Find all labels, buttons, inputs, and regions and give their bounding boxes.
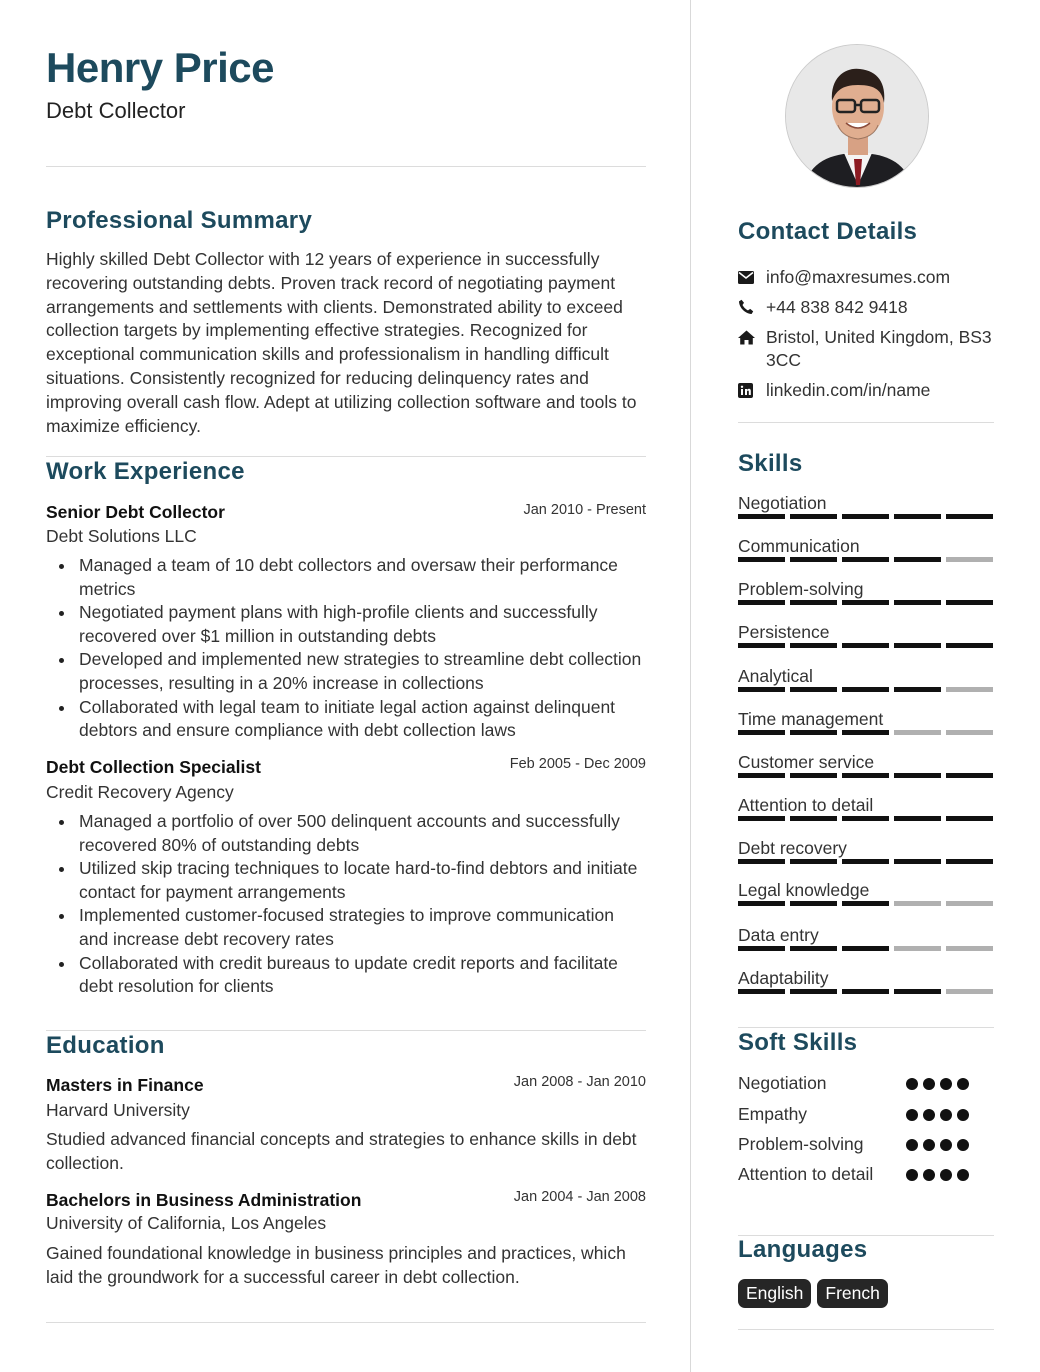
edu-2-description: Gained foundational knowledge in business principles and practices, which laid the groundwork for a successful career in debt collection. [46,1243,626,1287]
skill-item [738,794,994,821]
skill-level-segment [894,730,941,735]
skill-item [738,751,994,778]
contact-linkedin[interactable] [738,379,994,402]
skill-level-segment [790,557,837,562]
skill-level-bar [738,859,994,864]
soft-skill-rating [906,1169,969,1181]
skill-label: Customer service [738,752,875,772]
skill-level-segment [946,946,993,951]
edu-2-date: Jan 2004 - Jan 2008 [513,1189,646,1205]
rating-dot [923,1139,935,1151]
list-item: Collaborated with legal team to initiate legal action against delinquent debtors and ensure compliance with debt collection laws [46,696,646,743]
skill-level-segment [842,816,889,821]
skill-level-bar [738,600,994,605]
profile-photo [785,44,929,188]
skill-label: Data entry [738,925,819,945]
rating-dot [940,1139,952,1151]
skill-label: Legal knowledge [738,880,870,900]
skill-item [738,924,994,951]
soft-skill-label: Empathy [738,1104,808,1124]
skill-level-segment [894,773,941,778]
job-1-date: Jan 2010 - Present [523,502,646,518]
skill-level-segment [738,816,785,821]
rating-dot [906,1139,918,1151]
skill-level-segment [842,600,889,605]
skill-level-segment [894,859,941,864]
phone-icon [738,296,766,318]
contact-title: Contact Details [738,218,918,245]
skill-item [738,621,994,648]
language-badge: French [817,1279,887,1308]
skill-level-segment [894,643,941,648]
skill-level-segment [894,901,941,906]
skill-level-segment [738,773,785,778]
skill-level-bar [738,730,994,735]
skill-level-segment [946,514,993,519]
edu-1-degree: Masters in Finance [46,1075,204,1095]
skill-level-segment [738,687,785,692]
skill-level-bar [738,773,994,778]
linkedin-icon [738,379,766,401]
rating-dot [940,1109,952,1121]
skill-item [738,665,994,692]
skill-item [738,708,994,735]
home-icon [738,326,766,348]
skill-level-segment [842,859,889,864]
skill-level-segment [738,514,785,519]
skill-level-segment [842,989,889,994]
skill-level-segment [946,643,993,648]
skill-level-segment [738,600,785,605]
skill-level-segment [946,687,993,692]
list-item: Collaborated with credit bureaus to update credit reports and facilitate debt resolution for clients [46,952,646,999]
skill-level-segment [946,773,993,778]
edu-1-school: Harvard University [46,1100,190,1120]
skills-title: Skills [738,450,803,477]
skill-level-segment [842,557,889,562]
list-item: Managed a team of 10 debt collectors and oversaw their performance metrics [46,554,646,601]
rating-dot [957,1169,969,1181]
column-divider [690,0,691,1372]
skill-level-segment [894,989,941,994]
skill-level-segment [946,816,993,821]
skill-label: Adaptability [738,968,829,988]
education-title: Education [46,1032,165,1059]
section-divider [46,1030,646,1031]
skill-level-segment [790,773,837,778]
rating-dot [923,1109,935,1121]
work-title: Work Experience [46,458,245,485]
skill-level-segment [894,816,941,821]
section-divider [46,456,646,457]
skill-level-segment [738,730,785,735]
skill-level-segment [946,557,993,562]
candidate-name: Henry Price [46,44,274,91]
languages-list [738,1279,888,1308]
skill-level-segment [842,946,889,951]
skill-level-segment [946,859,993,864]
skill-level-segment [790,946,837,951]
job-title: Debt Collector [46,98,186,123]
skill-level-segment [842,514,889,519]
contact-phone[interactable] [738,296,994,319]
skill-label: Problem-solving [738,579,864,599]
contact-address [738,326,994,372]
soft-skill-rating [906,1139,969,1151]
section-divider [738,1027,994,1028]
job-2-date: Feb 2005 - Dec 2009 [509,756,646,772]
soft-skill-label: Attention to detail [738,1164,874,1184]
soft-skills-title: Soft Skills [738,1029,858,1056]
skill-level-bar [738,816,994,821]
email-text: info@maxresumes.com [766,267,951,287]
skill-level-segment [946,901,993,906]
rating-dot [957,1078,969,1090]
skill-label: Persistence [738,622,830,642]
skill-level-bar [738,901,994,906]
skill-level-segment [790,989,837,994]
skill-level-segment [842,730,889,735]
job-2-title: Debt Collection Specialist [46,757,261,777]
section-divider [738,422,994,423]
summary-text: Highly skilled Debt Collector with 12 years of experience in successfully recovering outstanding debts. Proven track record of negotiating payment arrangements and settlements with clients. Demonstrated ability to exceed collection targets by implementing effective strategies. Recognized for exceptional communication skills and professionalism in handling difficult situations. Consistently recognized for reducing delinquency rates and improving overall cash flow. Adept at utilizing collection software and tools to maximize efficiency. [46,249,637,436]
skill-level-segment [738,643,785,648]
footer-divider [738,1329,994,1330]
skill-level-bar [738,514,994,519]
linkedin-text: linkedin.com/in/name [766,380,931,400]
skill-label: Analytical [738,666,813,686]
skill-level-segment [842,643,889,648]
soft-skill-rating [906,1109,969,1121]
skill-level-segment [946,989,993,994]
skill-label: Attention to detail [738,795,874,815]
rating-dot [906,1109,918,1121]
skill-item [738,837,994,864]
skill-level-segment [842,687,889,692]
skill-item [738,492,994,519]
rating-dot [957,1139,969,1151]
skill-level-segment [790,901,837,906]
skill-level-bar [738,557,994,562]
phone-text: +44 838 842 9418 [766,297,908,317]
rating-dot [906,1169,918,1181]
list-item: Managed a portfolio of over 500 delinquent accounts and successfully recovered 80% of outstanding debts [46,810,646,857]
skill-label: Debt recovery [738,838,847,858]
skill-level-segment [738,989,785,994]
edu-2-degree: Bachelors in Business Administration [46,1190,362,1210]
skill-level-bar [738,687,994,692]
soft-skill-label: Negotiation [738,1073,827,1093]
address-text: Bristol, United Kingdom, BS3 3CC [766,327,992,370]
skill-level-segment [894,557,941,562]
skill-item [738,879,994,906]
skill-level-segment [790,859,837,864]
skill-level-segment [946,600,993,605]
language-badge: English [738,1279,811,1308]
skill-item [738,535,994,562]
skill-level-bar [738,946,994,951]
header-divider [46,166,646,167]
rating-dot [940,1078,952,1090]
rating-dot [906,1078,918,1090]
skill-level-segment [894,600,941,605]
job-2-bullets [46,810,646,999]
skill-level-segment [946,730,993,735]
list-item: Negotiated payment plans with high-profile clients and successfully recovered over $1 million in outstanding debts [46,601,646,648]
job-1-company: Debt Solutions LLC [46,526,197,546]
skill-level-segment [842,901,889,906]
skill-level-segment [790,816,837,821]
rating-dot [923,1078,935,1090]
footer-divider [46,1322,646,1323]
job-1-title: Senior Debt Collector [46,502,225,522]
skill-level-bar [738,643,994,648]
skill-level-segment [738,557,785,562]
contact-email[interactable] [738,266,994,289]
rating-dot [923,1169,935,1181]
list-item: Utilized skip tracing techniques to locate hard-to-find debtors and initiate contact for payment arrangements [46,857,646,904]
job-1-bullets [46,554,646,743]
soft-skill-rating [906,1078,969,1090]
skill-item [738,967,994,994]
skill-level-segment [738,859,785,864]
rating-dot [940,1169,952,1181]
edu-2-school: University of California, Los Angeles [46,1213,327,1233]
skill-level-segment [738,946,785,951]
list-item: Implemented customer-focused strategies to improve communication and increase debt recovery rates [46,904,646,951]
summary-title: Professional Summary [46,207,313,234]
skill-level-segment [790,600,837,605]
skill-level-segment [790,643,837,648]
skill-label: Time management [738,709,884,729]
skill-level-segment [790,514,837,519]
skill-level-bar [738,989,994,994]
skill-level-segment [790,687,837,692]
list-item: Developed and implemented new strategies to streamline debt collection processes, resulting in a 20% increase in collections [46,648,646,695]
edu-1-description: Studied advanced financial concepts and strategies to enhance skills in debt collection. [46,1129,637,1173]
soft-skill-label: Problem-solving [738,1134,864,1154]
skill-level-segment [894,687,941,692]
skill-level-segment [738,901,785,906]
envelope-icon [738,266,766,288]
skill-label: Communication [738,536,860,556]
skill-level-segment [894,946,941,951]
skill-level-segment [894,514,941,519]
skill-level-segment [790,730,837,735]
job-2-company: Credit Recovery Agency [46,782,234,802]
rating-dot [957,1109,969,1121]
skill-item [738,578,994,605]
edu-1-date: Jan 2008 - Jan 2010 [513,1074,646,1090]
languages-title: Languages [738,1236,868,1263]
skill-level-segment [842,773,889,778]
skill-label: Negotiation [738,493,827,513]
